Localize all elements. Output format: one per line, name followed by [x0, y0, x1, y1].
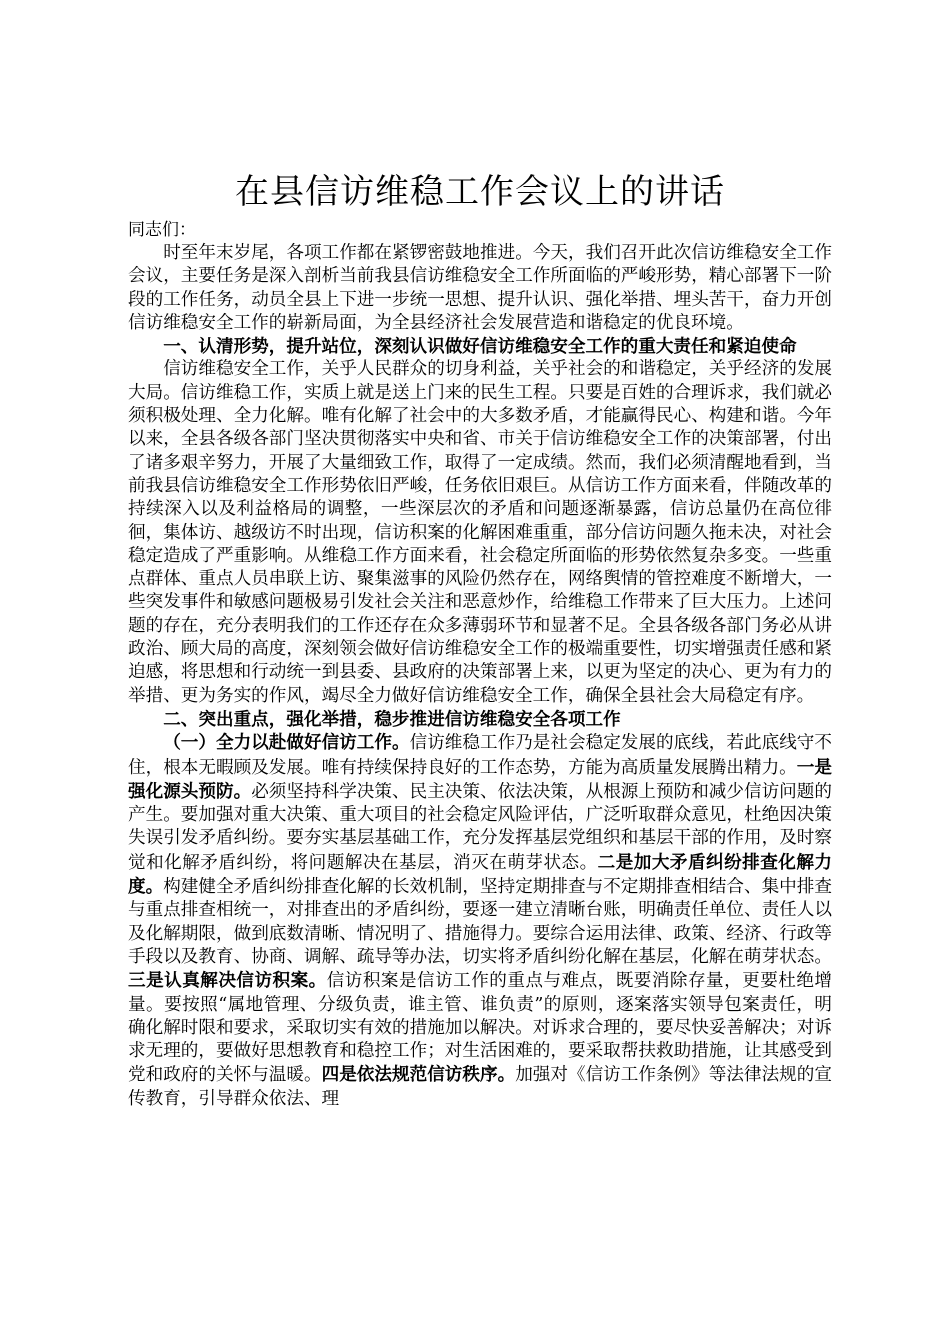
point3-text: 信访积案是信访工作的重点与难点，既要消除存量，更要杜绝增量。要按照“属地管理、分级负责，谁主管、谁负责”的原则，逐案落实领导包案责任，明确化解时限和要求，采取切实有效的措施加以解决。对诉求合理的，要尽快妥善解决；对诉求无理的，要做好思想教育和稳控工作；对生活困难的，要采取帮扶救助措施，让其感受到党和政府的关怀与温暖。	[128, 971, 832, 1086]
point4-text: 加强对《信访工作条例》等法律法规的宣传教育，引导群众依法、理	[128, 1065, 832, 1109]
subsection1-title: （一）全力以赴做好信访工作。	[163, 732, 410, 754]
point2-title: 二是加大矛盾纠纷排查化解力度。	[128, 851, 832, 898]
point2-text: 构建健全矛盾纠纷排查化解的长效机制，坚持定期排查与不定期排查相结合、集中排查与重点排查相统一，对排查出的矛盾纠纷，要逐一建立清晰台账，明确责任单位、责任人以及化解期限，做到底数清晰、情况明了、措施得力。要综合运用法律、政策、经济、行政等手段以及教育、协商、调解、疏导等办法，切实将矛盾纠纷化解在基层，化解在萌芽状态。	[128, 877, 832, 967]
intro-paragraph: 时至年末岁尾，各项工作都在紧锣密鼓地推进。今天，我们召开此次信访维稳安全工作会议，主要任务是深入剖析当前我县信访维稳安全工作所面临的严峻形势，精心部署下一阶段的工作任务，动员全县上下进一步统一思想、提升认识、强化举措、埋头苦干，奋力开创信访维稳安全工作的崭新局面，为全县经济社会发展营造和谐稳定的优良环境。	[128, 243, 832, 333]
section2-heading: 二、突出重点，强化举措，稳步推进信访维稳安全各项工作	[163, 708, 621, 730]
section1-body: 信访维稳安全工作，关乎人民群众的切身利益，关乎社会的和谐稳定，关乎经济的发展大局。信访维稳工作，实质上就是送上门来的民生工程。只要是百姓的合理诉求，我们就必须积极处理、全力化解。唯有化解了社会中的大多数矛盾，才能赢得民心、构建和谐。今年以来，全县各级各部门坚决贯彻落实中央和省、市关于信访维稳安全工作的决策部署，付出了诸多艰辛努力，开展了大量细致工作，取得了一定成绩。然而，我们必须清醒地看到，当前我县信访维稳安全工作形势依旧严峻，任务依旧艰巨。从信访工作方面来看，伴随改革的持续深入以及利益格局的调整，一些深层次的矛盾和问题逐渐暴露，信访总量仍在高位徘徊，集体访、越级访不时出现，信访积案的化解困难重重，部分信访问题久拖未决，对社会稳定造成了严重影响。从维稳工作方面来看，社会稳定所面临的形势依然复杂多变。一些重点群体、重点人员串联上访、聚集滋事的风险仍然存在，网络舆情的管控难度不断增大，一些突发事件和敏感问题极易引发社会关注和恶意炒作，给维稳工作带来了巨大压力。上述问题的存在，充分表明我们的工作还存在众多薄弱环节和显著不足。全县各级各部门务必从讲政治、顾大局的高度，深刻领会做好信访维稳安全工作的极端重要性，切实增强责任感和紧迫感，将思想和行动统一到县委、县政府的决策部署上来，以更为坚定的决心、更为有力的举措、更为务实的作风，竭尽全力做好信访维稳安全工作，确保全县社会大局稳定有序。	[128, 359, 832, 706]
point4-title: 四是依法规范信访秩序。	[321, 1064, 516, 1086]
subsection1-intro-text: 信访维稳工作乃是社会稳定发展的底线，若此底线守不住，根本无暇顾及发展。唯有持续保持良好的工作态势，方能为高质量发展腾出精力。	[128, 733, 832, 778]
section2-subsection1-paragraph	[128, 731, 832, 1111]
point1-text: 必须坚持科学决策、民主决策、依法决策，从根源上预防和减少信访问题的产生。要加强对重大决策、重大项目的社会稳定风险评估，广泛听取群众意见，杜绝因决策失误引发矛盾纠纷。要夯实基层基础工作，充分发挥基层党组织和基层干部的作用，及时察觉和化解矛盾纠纷，将问题解决在基层，消灭在萌芽状态。	[128, 781, 832, 873]
section1-heading: 一、认清形势，提升站位，深刻认识做好信访维稳安全工作的重大责任和紧迫使命	[163, 336, 797, 358]
salutation: 同志们：	[128, 220, 196, 240]
point1-title: 一是强化源头预防。	[128, 756, 832, 802]
document-title: 在县信访维稳工作会议上的讲话	[235, 172, 725, 212]
document-page	[128, 168, 832, 1111]
point3-title: 三是认真解决信访积案。	[128, 970, 327, 992]
